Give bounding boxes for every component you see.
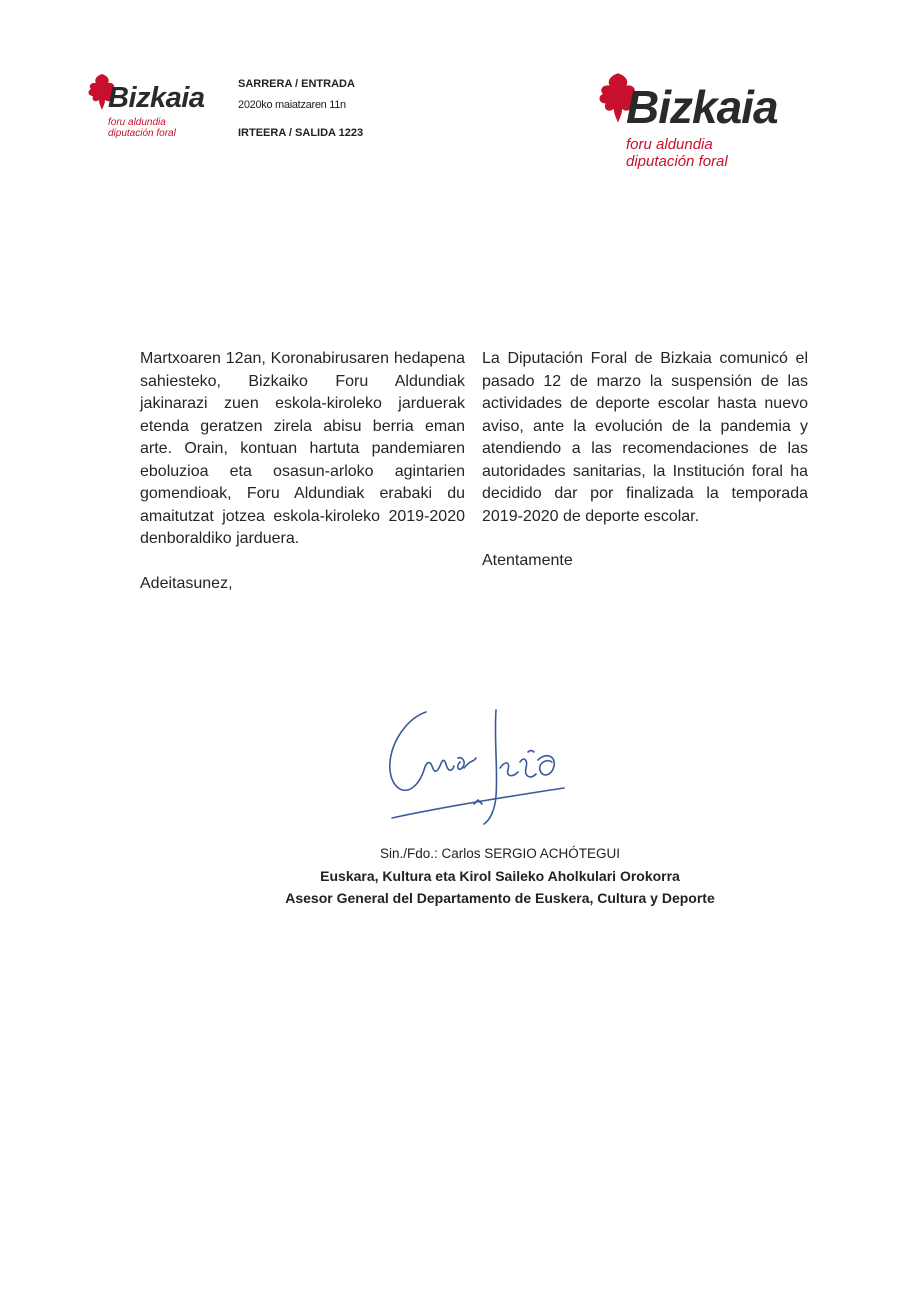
logo-subtitle-es: diputación foral bbox=[108, 128, 176, 139]
signer-name: Sin./Fdo.: Carlos SERGIO ACHÓTEGUI bbox=[379, 846, 621, 861]
entry-date: 2020ko maiatzaren 11n bbox=[238, 99, 346, 111]
logo-brand-text: Bizkaia bbox=[626, 81, 778, 133]
spanish-closing: Atentamente bbox=[482, 552, 573, 569]
exit-label: IRTEERA / SALIDA 1223 bbox=[238, 127, 364, 139]
logo-brand-text: Bizkaia bbox=[108, 82, 205, 114]
spanish-paragraph: La Diputación Foral de Bizkaia comunicó el pasado 12 de marzo la suspensión de las actividades de deporte escolar hasta nuevo aviso, ante la evolución de la pandemia y atendiendo a las recomendaciones de las autoridades sanitarias, la Institución foral ha decidido dar por finalizada la temporada 2019-2020 de deporte escolar. bbox=[482, 350, 808, 525]
basque-column bbox=[140, 348, 465, 595]
signer-title-es: Asesor General del Departamento de Euskera, Cultura y Deporte bbox=[285, 890, 715, 906]
bizkaia-logo-large bbox=[596, 68, 806, 178]
entry-label: SARRERA / ENTRADA bbox=[238, 78, 355, 90]
signature-block bbox=[200, 843, 800, 909]
basque-paragraph: Martxoaren 12an, Koronabirusaren hedapena sahiesteko, Bizkaiko Foru Aldundiak jakinarazi zuen eskola-kiroleko jarduerak etenda geratzen zirela abisu berria eman arte. Orain, kontuan hartuta pandemiaren eboluzioa eta osasun-arloko agintarien gomendioak, Foru Aldundiak erabaki du amaitutzat jotzea eskola-kiroleko 2019-2020 denboraldiko jarduera. bbox=[140, 350, 465, 547]
logo-subtitle-es: diputación foral bbox=[626, 153, 728, 170]
spanish-column bbox=[482, 348, 808, 573]
handwritten-signature bbox=[378, 700, 578, 830]
bizkaia-logo-small bbox=[86, 70, 226, 145]
signer-title-eu: Euskara, Kultura eta Kirol Saileko Aholkulari Orokorra bbox=[320, 868, 680, 884]
logo-subtitle-eu: foru aldundia bbox=[626, 136, 713, 153]
logo-subtitle-eu: foru aldundia bbox=[108, 117, 166, 128]
basque-closing: Adeitasunez, bbox=[140, 574, 233, 592]
